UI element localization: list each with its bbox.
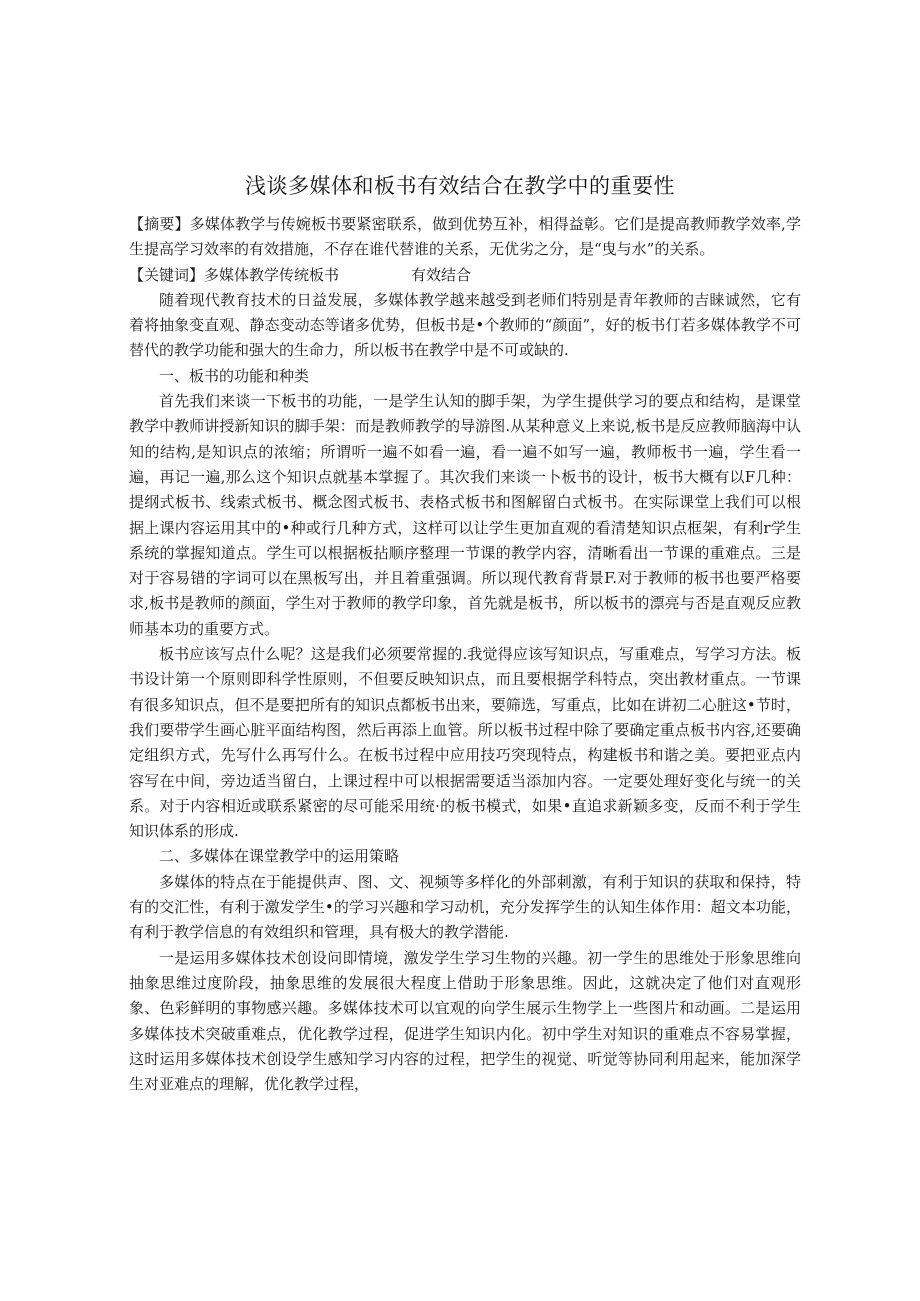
abstract-text: 多媒体教学与传婉板书要紧密联系，做到优势互补，相得益彰。它们是提高教师教学效率,学生提高学习效率的有效措施，不存在谁代替谁的关系，无优劣之分，是“曳与水”的关系。 <box>129 215 801 259</box>
body-paragraph: 多媒体的特点在于能提供声、图、文、视频等多样化的外部刺激，有利于知识的获取和保持，特有的交汇性，有利于激发学生•的学习兴趣和学习动机，充分发挥学生的认知生体作用：超文本功能，有利于教学信息的有效组织和管理，具有极大的教学潜能. <box>129 872 801 942</box>
document-title: 浅谈多媒体和板书有效结合在教学中的重要性 <box>245 174 675 198</box>
body-paragraph: 首先我们来谈一下板书的功能，一是学生认知的脚手架，为学生提供学习的要点和结构，是课堂教学中教师讲授新知识的脚手架：而是教师教学的导游图.从某种意义上来说,板书是反应教师脑海中认知的结构,是知识点的浓缩；所谓听一遍不如看一遍，看一遍不如写一遍，教师板书一遍，学生看一遍，再记一遍,那么这个知识点就基本掌握了。其次我们来谈一卜板书的设计，板书大概有以F几种：提纲式板书、线索式板书、概念图式板书、表格式板书和图解留白式板书。在实际课堂上我们可以根据上课内容运用其中的•种或行几种方式，这样可以让学生更加直观的看清楚知识点框架，有利r学生系统的掌握知道点。学生可以根据板拈顺序整理一节课的教学内容，清晰看出一节课的重难点。三是对于容易错的字词可以在黑板写出，并且着重强调。所以现代教育背景F.对于教师的板书也要严格要求,板书是教师的颜面，学生对于教师的教学印象，首先就是板书，所以板书的漂亮与否是直观反应教师基本功的重要方式。 <box>129 392 801 638</box>
keywords-first: 多媒体教学传统板书 <box>204 265 340 284</box>
document-body <box>129 212 801 1097</box>
keywords-paragraph <box>129 263 801 288</box>
keywords-label: 【关键词】 <box>129 265 205 284</box>
section-heading: 一、板书的功能和种类 <box>159 366 310 385</box>
body-paragraph: 随着现代教育技术的日益发展，多媒体教学越来越受到老师们特别是青年教师的吉睐诚然，它有着将抽象变直观、静态变动态等诸多优势，但板书是•个教师的“颜面”，好的板书仃若多媒体教学不可替代的教学功能和强大的生命力，所以板书在教学中是不可或缺的. <box>129 290 801 360</box>
abstract-label: 【摘要】 <box>129 215 190 233</box>
abstract-paragraph <box>129 212 801 263</box>
keywords-second: 有效结合 <box>411 265 472 284</box>
body-paragraph: 一是运用多媒体技术创设问即情境，激发学生学习生物的兴趣。初一学生的思维处于形象思维向抽象思维过度阶段，抽象思维的发展很大程度上借助于形象思维。因此，这就决定了他们对直观形象、色彩鲜明的事物感兴趣。多媒体技术可以宜观的向学生展示生物学上一些图片和动画。二是运用多媒体技术突破重难点，优化教学过程，促进学生知识内化。初中学生对知识的重难点不容易掌握，这时运用多媒体技术创设学生感知学习内容的过程，把学生的视觉、听觉等协同利用起来，能加深学生对亚难点的理解，优化教学过程， <box>129 948 801 1094</box>
body-paragraph: 板书应该写点什么呢？这是我们必须要常握的.我觉得应该写知识点，写重难点，写学习方法。板书设计第一个原则即科学性原则，不但要反映知识点，而且要根据学科特点，突出教材重点。一节课有很多知识点，但不是要把所有的知识点都板书出来，要筛选，写重点，比如在讲初二心脏这•节时，我们要带学生画心脏平面结构图，然后再添上血管。所以板书过程中除了要确定重点板书内容,还要确定组织方式，先写什么再写什么。在板书过程中应用技巧突现特点，构建板书和谐之美。要把亚点内容写在中间，旁边适当留白，上课过程中可以根据需要适当添加内容。一定要处理好变化与统一的关系。对于内容相近或联系紧密的尽可能采用统·的板书模式，如果•直追求新颖多变，反而不利于学生知识体系的形成. <box>129 645 801 841</box>
section-heading: 二、多媒体在课堂教学中的运用策略 <box>159 847 400 866</box>
